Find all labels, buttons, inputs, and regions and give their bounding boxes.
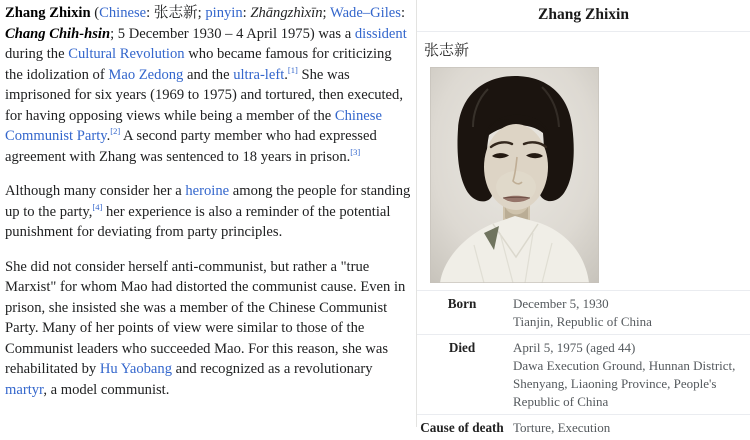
infobox [417, 0, 750, 440]
reference-link[interactable]: [3] [350, 146, 361, 157]
text-span: among the people for standing up to the party, [5, 183, 411, 220]
infobox-row [417, 414, 750, 440]
text-span: A second party member who had expressed agreement with Zhang was sentenced to 18 years in prison. [5, 128, 377, 165]
text-span: . [106, 128, 111, 144]
paragraph [5, 3, 411, 167]
infobox-value [507, 294, 750, 331]
wiki-link[interactable]: martyr [5, 381, 44, 398]
text-span: She was imprisoned for six years (1969 to 1975) and tortured, then executed, for having opposing views while being a member of the [5, 66, 403, 124]
infobox-native-name: 张志新 [424, 43, 470, 59]
text-span: She did not consider herself anti-communist, but rather a "true Marxist" for whom Mao had distorted the communist cause. Even in prison, she insisted she was a member of the Chinese Communist Party. Many of her points of view were similar to those of the Communist leaders who succeeded Mao. For this reason, she was rehabilitated by [5, 258, 406, 377]
wiki-link[interactable]: pinyin [205, 5, 243, 21]
infobox-value [507, 418, 750, 437]
text-span: Zhāngzhìxīn [250, 5, 323, 21]
text-span: , a model communist. [43, 381, 170, 398]
portrait-photo-graphic [430, 67, 599, 283]
infobox-label: Cause of death [420, 420, 504, 435]
portrait-photo[interactable] [430, 67, 599, 283]
text-span: . [284, 66, 288, 83]
text-span: during the [5, 46, 69, 62]
text-span: and recognized as a revolutionary [172, 361, 373, 377]
wiki-link[interactable]: dissident [354, 25, 407, 42]
text-span: ( [90, 5, 100, 21]
article-paragraphs [5, 3, 411, 414]
wiki-link[interactable]: Hu Yaobang [99, 361, 172, 377]
wiki-link[interactable]: Mao Zedong [108, 66, 184, 83]
wiki-link[interactable]: ultra-left [233, 66, 285, 83]
reference-link[interactable]: [4] [92, 201, 103, 212]
infobox-value-line: April 5, 1975 (aged 44) [513, 340, 636, 355]
wiki-link[interactable]: Wade–Giles [329, 5, 401, 21]
text-span: who became famous for criticizing the idolization of [5, 46, 392, 83]
text-span: ; 5 December 1930 – 4 April 1975) was a [110, 25, 355, 42]
text-span: and the [183, 66, 234, 83]
infobox-value-line: Torture, Execution [513, 420, 611, 435]
wiki-link[interactable]: Chinese Communist Party [5, 107, 382, 144]
text-span: : [242, 5, 251, 21]
text-span: Zhang Zhixin [5, 5, 91, 21]
infobox-row [417, 334, 750, 414]
paragraph [5, 257, 411, 401]
reference-link[interactable]: [2] [110, 126, 121, 137]
infobox-title: Zhang Zhixin [417, 0, 750, 32]
infobox-rows [417, 290, 750, 440]
infobox-value [507, 338, 750, 411]
infobox-label: Born [447, 296, 477, 311]
wiki-link[interactable]: Chinese [99, 5, 147, 21]
wiki-link[interactable]: heroine [185, 183, 230, 199]
wiki-link[interactable]: Cultural Revolution [68, 46, 185, 62]
infobox-value-line: Tianjin, Republic of China [513, 314, 652, 329]
text-span: : [400, 5, 405, 21]
text-span: Chang Chih-hsin [5, 25, 111, 42]
text-span: ; [322, 5, 330, 21]
infobox-label: Died [448, 340, 476, 355]
infobox-row [417, 290, 750, 334]
infobox-value-line: Dawa Execution Ground, Hunnan District, Shenyang, Liaoning Province, People's Republic of China [513, 358, 736, 409]
reference-link[interactable]: [1] [287, 64, 298, 75]
text-span: her experience is also a reminder of the potential punishment for deviating from party principles. [5, 203, 391, 240]
text-span: Although many consider her a [5, 183, 186, 199]
infobox-value-line: December 5, 1930 [513, 296, 609, 311]
paragraph [5, 181, 411, 243]
text-span: : 张志新; [146, 5, 206, 21]
